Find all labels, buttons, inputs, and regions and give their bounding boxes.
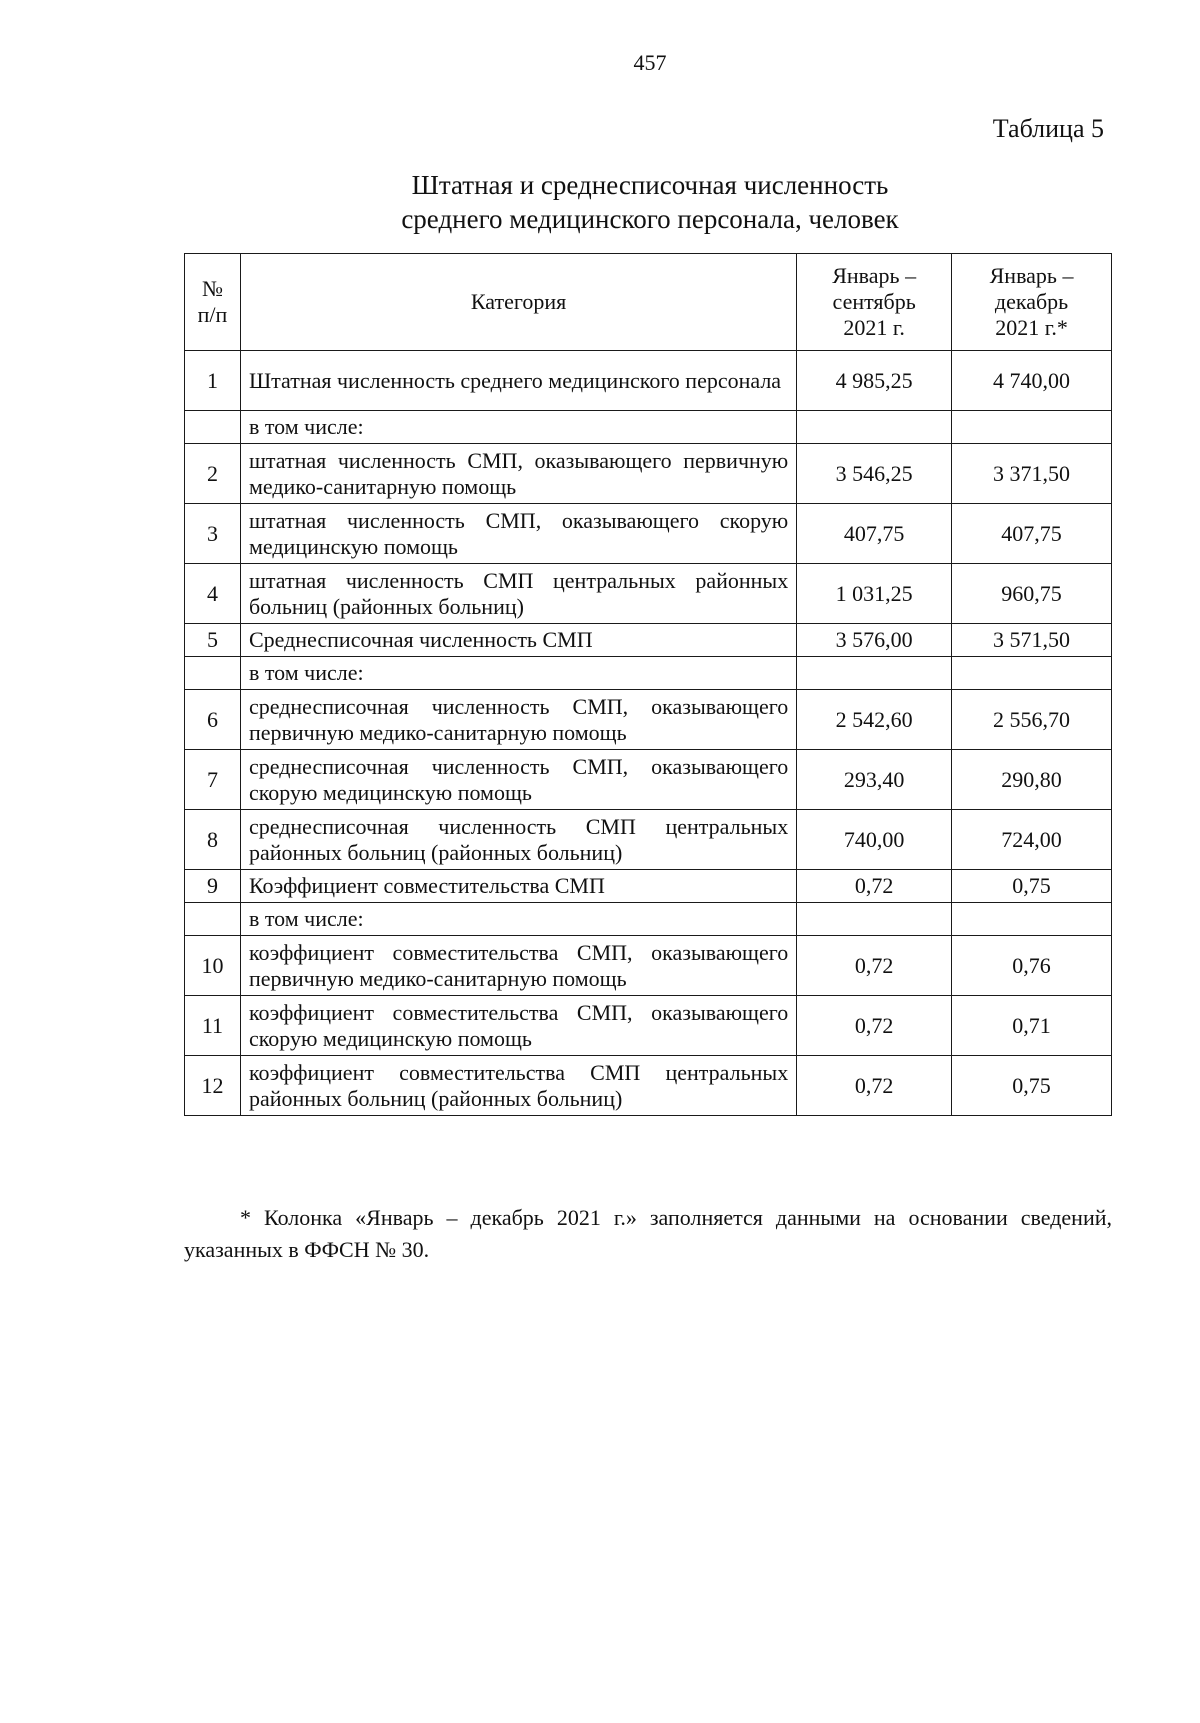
row-value-jan-sep [797,411,952,444]
row-number: 8 [185,810,241,870]
header-number-line-2: п/п [197,302,228,327]
row-number: 7 [185,750,241,810]
row-category: среднесписочная численность СМП, оказывающего скорую медицинскую помощь [240,750,796,810]
table-title-line-1: Штатная и среднесписочная численность [411,170,889,200]
row-value-jan-dec: 960,75 [952,564,1112,624]
row-value-jan-sep: 0,72 [797,870,952,903]
table-row [185,870,1112,903]
row-category: среднесписочная численность СМП центральных районных больниц (районных больниц) [240,810,796,870]
header-category: Категория [240,254,796,351]
row-value-jan-dec: 3 371,50 [952,444,1112,504]
row-number [185,903,241,936]
row-number [185,411,241,444]
staffing-table [184,253,1112,1116]
table-row [185,1056,1112,1116]
table-row [185,690,1112,750]
row-value-jan-sep: 1 031,25 [797,564,952,624]
row-value-jan-sep [797,903,952,936]
row-number: 3 [185,504,241,564]
row-value-jan-dec: 4 740,00 [952,351,1112,411]
row-category: Коэффициент совместительства СМП [240,870,796,903]
header-jan-dec [952,254,1112,351]
row-category: в том числе: [240,903,796,936]
row-category: Среднесписочная численность СМП [240,624,796,657]
header-jan-sep-line-2: сентябрь [832,289,916,314]
table-row [185,624,1112,657]
row-category: штатная численность СМП центральных районных больниц (районных больниц) [240,564,796,624]
row-category: штатная численность СМП, оказывающего первичную медико-санитарную помощь [240,444,796,504]
row-value-jan-dec: 2 556,70 [952,690,1112,750]
header-jan-sep-line-3: 2021 г. [843,315,905,340]
row-number: 5 [185,624,241,657]
header-jan-dec-line-2: декабрь [994,289,1069,314]
row-value-jan-dec [952,411,1112,444]
row-value-jan-dec: 3 571,50 [952,624,1112,657]
header-jan-dec-line-1: Январь – [989,263,1074,288]
row-category: в том числе: [240,411,796,444]
row-value-jan-dec: 0,76 [952,936,1112,996]
table-row [185,810,1112,870]
header-jan-dec-line-3: 2021 г.* [995,315,1068,340]
row-category: коэффициент совместительства СМП центральных районных больниц (районных больниц) [240,1056,796,1116]
row-value-jan-sep: 293,40 [797,750,952,810]
row-number: 10 [185,936,241,996]
row-category: Штатная численность среднего медицинского персонала [240,351,796,411]
row-value-jan-dec: 0,71 [952,996,1112,1056]
table-row [185,903,1112,936]
table-row [185,444,1112,504]
row-value-jan-dec [952,657,1112,690]
row-value-jan-dec: 290,80 [952,750,1112,810]
page-number: 457 [633,50,667,75]
table-title [0,168,1200,236]
row-value-jan-dec: 0,75 [952,1056,1112,1116]
row-value-jan-sep: 2 542,60 [797,690,952,750]
header-number [185,254,241,351]
row-value-jan-sep [797,657,952,690]
row-value-jan-sep: 3 576,00 [797,624,952,657]
row-value-jan-dec: 0,75 [952,870,1112,903]
row-number: 1 [185,351,241,411]
row-value-jan-sep: 4 985,25 [797,351,952,411]
table-row [185,351,1112,411]
row-value-jan-sep: 740,00 [797,810,952,870]
row-value-jan-sep: 0,72 [797,936,952,996]
row-value-jan-sep: 0,72 [797,1056,952,1116]
row-value-jan-sep: 0,72 [797,996,952,1056]
row-number: 11 [185,996,241,1056]
row-number: 12 [185,1056,241,1116]
table-row [185,564,1112,624]
row-value-jan-sep: 407,75 [797,504,952,564]
row-number: 2 [185,444,241,504]
row-value-jan-dec [952,903,1112,936]
row-value-jan-dec: 407,75 [952,504,1112,564]
row-value-jan-sep: 3 546,25 [797,444,952,504]
row-category: штатная численность СМП, оказывающего скорую медицинскую помощь [240,504,796,564]
row-number: 9 [185,870,241,903]
table-label: Таблица 5 [992,114,1104,143]
table-row [185,750,1112,810]
table-title-line-2: среднего медицинского персонала, человек [401,204,899,234]
table-row [185,504,1112,564]
footnote: * Колонка «Январь – декабрь 2021 г.» заполняется данными на основании сведений, указанных в ФФСН № 30. [184,1205,1112,1262]
row-category: коэффициент совместительства СМП, оказывающего первичную медико-санитарную помощь [240,936,796,996]
table-header-row [185,254,1112,351]
table-row [185,657,1112,690]
table-row [185,936,1112,996]
header-jan-sep-line-1: Январь – [832,263,917,288]
header-number-line-1: № [201,276,223,301]
row-number: 6 [185,690,241,750]
row-value-jan-dec: 724,00 [952,810,1112,870]
row-number: 4 [185,564,241,624]
row-number [185,657,241,690]
table-row [185,411,1112,444]
row-category: коэффициент совместительства СМП, оказывающего скорую медицинскую помощь [240,996,796,1056]
header-jan-sep [797,254,952,351]
row-category: среднесписочная численность СМП, оказывающего первичную медико-санитарную помощь [240,690,796,750]
table-row [185,996,1112,1056]
row-category: в том числе: [240,657,796,690]
